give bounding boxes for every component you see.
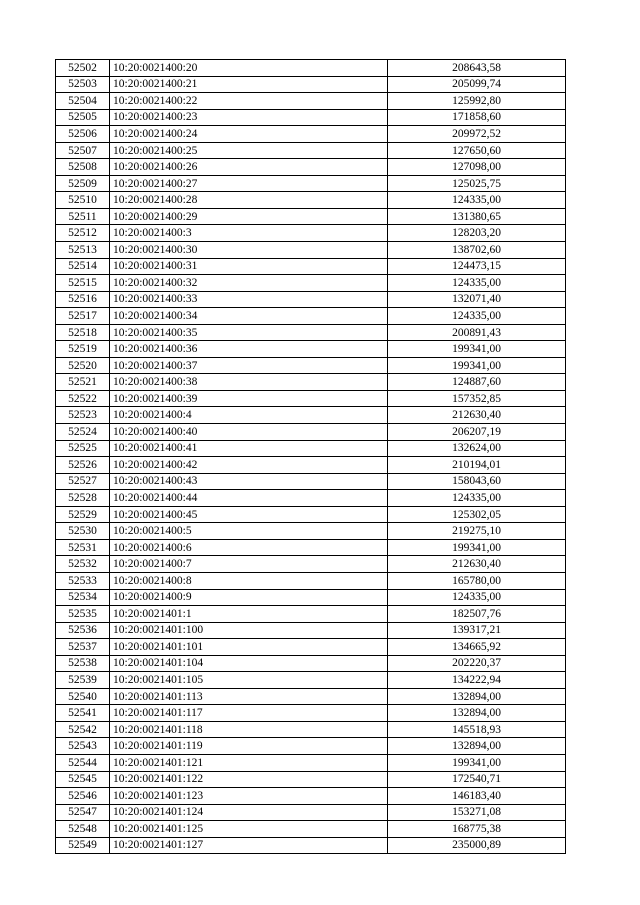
row-number-cell: 52518: [56, 324, 110, 341]
table-row: [56, 159, 566, 176]
row-number-cell: 52510: [56, 192, 110, 209]
row-number-cell: 52535: [56, 606, 110, 623]
cadastral-number-cell: 10:20:0021401:101: [110, 639, 388, 656]
cadastral-number-cell: 10:20:0021401:118: [110, 721, 388, 738]
table-row: [56, 457, 566, 474]
cadastral-number-cell: 10:20:0021401:122: [110, 771, 388, 788]
table-row: [56, 374, 566, 391]
cadastral-value-cell: 153271,08: [388, 804, 566, 821]
cadastral-value-cell: 171858,60: [388, 109, 566, 126]
table-row: [56, 473, 566, 490]
table-row: [56, 788, 566, 805]
table-row: [56, 258, 566, 275]
table-row: [56, 291, 566, 308]
cadastral-value-cell: 128203,20: [388, 225, 566, 242]
cadastral-value-cell: 208643,58: [388, 60, 566, 77]
table-row: [56, 754, 566, 771]
table-row: [56, 109, 566, 126]
cadastral-number-cell: 10:20:0021400:41: [110, 440, 388, 457]
cadastral-value-cell: 127650,60: [388, 142, 566, 159]
row-number-cell: 52532: [56, 556, 110, 573]
cadastral-number-cell: 10:20:0021401:119: [110, 738, 388, 755]
cadastral-number-cell: 10:20:0021401:121: [110, 754, 388, 771]
table-row: [56, 126, 566, 143]
cadastral-number-cell: 10:20:0021401:104: [110, 655, 388, 672]
cadastral-number-cell: 10:20:0021400:21: [110, 76, 388, 93]
row-number-cell: 52547: [56, 804, 110, 821]
table-row: [56, 556, 566, 573]
table-row: [56, 175, 566, 192]
cadastral-number-cell: 10:20:0021400:37: [110, 357, 388, 374]
row-number-cell: 52520: [56, 357, 110, 374]
table-row: [56, 705, 566, 722]
cadastral-value-cell: 125992,80: [388, 93, 566, 110]
row-number-cell: 52545: [56, 771, 110, 788]
table-body: [56, 60, 566, 854]
cadastral-value-cell: 209972,52: [388, 126, 566, 143]
cadastral-value-cell: 172540,71: [388, 771, 566, 788]
table-row: [56, 622, 566, 639]
cadastral-number-cell: 10:20:0021401:1: [110, 606, 388, 623]
row-number-cell: 52534: [56, 589, 110, 606]
cadastral-number-cell: 10:20:0021400:20: [110, 60, 388, 77]
cadastral-number-cell: 10:20:0021400:7: [110, 556, 388, 573]
row-number-cell: 52531: [56, 539, 110, 556]
cadastral-number-cell: 10:20:0021401:127: [110, 837, 388, 854]
cadastral-number-cell: 10:20:0021400:31: [110, 258, 388, 275]
row-number-cell: 52519: [56, 341, 110, 358]
cadastral-value-cell: 146183,40: [388, 788, 566, 805]
row-number-cell: 52506: [56, 126, 110, 143]
cadastral-number-cell: 10:20:0021401:113: [110, 688, 388, 705]
cadastral-number-cell: 10:20:0021400:26: [110, 159, 388, 176]
cadastral-value-cell: 210194,01: [388, 457, 566, 474]
table-row: [56, 142, 566, 159]
table-row: [56, 821, 566, 838]
row-number-cell: 52538: [56, 655, 110, 672]
table-row: [56, 490, 566, 507]
row-number-cell: 52540: [56, 688, 110, 705]
table-row: [56, 341, 566, 358]
cadastral-value-cell: 235000,89: [388, 837, 566, 854]
row-number-cell: 52526: [56, 457, 110, 474]
table-row: [56, 308, 566, 325]
cadastral-value-cell: 168775,38: [388, 821, 566, 838]
row-number-cell: 52517: [56, 308, 110, 325]
row-number-cell: 52542: [56, 721, 110, 738]
row-number-cell: 52516: [56, 291, 110, 308]
cadastral-number-cell: 10:20:0021400:42: [110, 457, 388, 474]
row-number-cell: 52536: [56, 622, 110, 639]
cadastral-number-cell: 10:20:0021400:24: [110, 126, 388, 143]
cadastral-value-cell: 124335,00: [388, 275, 566, 292]
row-number-cell: 52544: [56, 754, 110, 771]
row-number-cell: 52529: [56, 506, 110, 523]
cadastral-number-cell: 10:20:0021400:8: [110, 572, 388, 589]
table-row: [56, 539, 566, 556]
cadastral-value-cell: 124887,60: [388, 374, 566, 391]
table-row: [56, 721, 566, 738]
cadastral-value-cell: 124335,00: [388, 192, 566, 209]
cadastral-number-cell: 10:20:0021400:43: [110, 473, 388, 490]
row-number-cell: 52521: [56, 374, 110, 391]
row-number-cell: 52525: [56, 440, 110, 457]
cadastral-number-cell: 10:20:0021400:29: [110, 208, 388, 225]
cadastral-value-cell: 132071,40: [388, 291, 566, 308]
cadastral-value-cell: 158043,60: [388, 473, 566, 490]
table-row: [56, 672, 566, 689]
row-number-cell: 52528: [56, 490, 110, 507]
row-number-cell: 52513: [56, 242, 110, 259]
cadastral-number-cell: 10:20:0021400:27: [110, 175, 388, 192]
cadastral-number-cell: 10:20:0021400:33: [110, 291, 388, 308]
cadastral-value-cell: 138702,60: [388, 242, 566, 259]
cadastral-value-cell: 132894,00: [388, 688, 566, 705]
table-row: [56, 589, 566, 606]
cadastral-number-cell: 10:20:0021400:45: [110, 506, 388, 523]
table-row: [56, 192, 566, 209]
row-number-cell: 52549: [56, 837, 110, 854]
cadastral-value-cell: 206207,19: [388, 424, 566, 441]
cadastral-number-cell: 10:20:0021400:5: [110, 523, 388, 540]
table-row: [56, 837, 566, 854]
row-number-cell: 52539: [56, 672, 110, 689]
cadastral-number-cell: 10:20:0021401:117: [110, 705, 388, 722]
cadastral-number-cell: 10:20:0021400:40: [110, 424, 388, 441]
cadastral-value-cell: 165780,00: [388, 572, 566, 589]
cadastral-value-cell: 125025,75: [388, 175, 566, 192]
cadastral-value-cell: 124335,00: [388, 308, 566, 325]
cadastral-value-cell: 205099,74: [388, 76, 566, 93]
cadastral-value-cell: 131380,65: [388, 208, 566, 225]
row-number-cell: 52505: [56, 109, 110, 126]
row-number-cell: 52543: [56, 738, 110, 755]
row-number-cell: 52530: [56, 523, 110, 540]
cadastral-value-cell: 199341,00: [388, 341, 566, 358]
row-number-cell: 52509: [56, 175, 110, 192]
cadastral-number-cell: 10:20:0021401:100: [110, 622, 388, 639]
table-row: [56, 225, 566, 242]
cadastral-value-cell: 134665,92: [388, 639, 566, 656]
cadastral-value-cell: 199341,00: [388, 754, 566, 771]
table-row: [56, 407, 566, 424]
cadastral-number-cell: 10:20:0021400:9: [110, 589, 388, 606]
cadastral-value-cell: 202220,37: [388, 655, 566, 672]
cadastral-number-cell: 10:20:0021400:35: [110, 324, 388, 341]
cadastral-number-cell: 10:20:0021400:3: [110, 225, 388, 242]
cadastral-number-cell: 10:20:0021401:123: [110, 788, 388, 805]
table-row: [56, 440, 566, 457]
row-number-cell: 52507: [56, 142, 110, 159]
row-number-cell: 52537: [56, 639, 110, 656]
row-number-cell: 52523: [56, 407, 110, 424]
cadastral-number-cell: 10:20:0021400:39: [110, 390, 388, 407]
cadastral-value-cell: 182507,76: [388, 606, 566, 623]
table-row: [56, 639, 566, 656]
table-row: [56, 572, 566, 589]
cadastral-number-cell: 10:20:0021400:25: [110, 142, 388, 159]
cadastral-value-cell: 134222,94: [388, 672, 566, 689]
cadastral-number-cell: 10:20:0021400:38: [110, 374, 388, 391]
cadastral-number-cell: 10:20:0021400:36: [110, 341, 388, 358]
row-number-cell: 52533: [56, 572, 110, 589]
cadastral-value-cell: 199341,00: [388, 357, 566, 374]
table-row: [56, 523, 566, 540]
row-number-cell: 52508: [56, 159, 110, 176]
table-row: [56, 771, 566, 788]
cadastral-number-cell: 10:20:0021400:23: [110, 109, 388, 126]
table-row: [56, 60, 566, 77]
table-row: [56, 242, 566, 259]
cadastral-number-cell: 10:20:0021400:32: [110, 275, 388, 292]
table-row: [56, 275, 566, 292]
table-row: [56, 93, 566, 110]
cadastral-value-cell: 145518,93: [388, 721, 566, 738]
cadastral-number-cell: 10:20:0021400:34: [110, 308, 388, 325]
row-number-cell: 52524: [56, 424, 110, 441]
cadastral-value-cell: 199341,00: [388, 539, 566, 556]
cadastral-value-cell: 212630,40: [388, 556, 566, 573]
cadastral-value-table: [55, 59, 566, 854]
cadastral-value-cell: 200891,43: [388, 324, 566, 341]
table-row: [56, 324, 566, 341]
row-number-cell: 52512: [56, 225, 110, 242]
row-number-cell: 52546: [56, 788, 110, 805]
cadastral-number-cell: 10:20:0021401:105: [110, 672, 388, 689]
cadastral-value-cell: 139317,21: [388, 622, 566, 639]
table-row: [56, 357, 566, 374]
row-number-cell: 52541: [56, 705, 110, 722]
table-row: [56, 655, 566, 672]
cadastral-number-cell: 10:20:0021401:124: [110, 804, 388, 821]
row-number-cell: 52514: [56, 258, 110, 275]
row-number-cell: 52527: [56, 473, 110, 490]
table-row: [56, 606, 566, 623]
cadastral-number-cell: 10:20:0021400:44: [110, 490, 388, 507]
table-row: [56, 506, 566, 523]
table-row: [56, 76, 566, 93]
cadastral-number-cell: 10:20:0021400:28: [110, 192, 388, 209]
table-row: [56, 390, 566, 407]
cadastral-value-cell: 124335,00: [388, 490, 566, 507]
row-number-cell: 52504: [56, 93, 110, 110]
cadastral-value-cell: 219275,10: [388, 523, 566, 540]
cadastral-value-cell: 212630,40: [388, 407, 566, 424]
cadastral-number-cell: 10:20:0021400:4: [110, 407, 388, 424]
cadastral-number-cell: 10:20:0021400:30: [110, 242, 388, 259]
cadastral-value-cell: 132624,00: [388, 440, 566, 457]
cadastral-value-cell: 125302,05: [388, 506, 566, 523]
cadastral-value-cell: 132894,00: [388, 738, 566, 755]
row-number-cell: 52515: [56, 275, 110, 292]
row-number-cell: 52511: [56, 208, 110, 225]
cadastral-number-cell: 10:20:0021401:125: [110, 821, 388, 838]
cadastral-value-cell: 157352,85: [388, 390, 566, 407]
cadastral-value-cell: 132894,00: [388, 705, 566, 722]
table-row: [56, 804, 566, 821]
row-number-cell: 52522: [56, 390, 110, 407]
table-row: [56, 208, 566, 225]
row-number-cell: 52548: [56, 821, 110, 838]
table-row: [56, 688, 566, 705]
cadastral-value-cell: 124335,00: [388, 589, 566, 606]
cadastral-number-cell: 10:20:0021400:6: [110, 539, 388, 556]
row-number-cell: 52502: [56, 60, 110, 77]
table-row: [56, 424, 566, 441]
cadastral-number-cell: 10:20:0021400:22: [110, 93, 388, 110]
table-row: [56, 738, 566, 755]
cadastral-value-cell: 127098,00: [388, 159, 566, 176]
row-number-cell: 52503: [56, 76, 110, 93]
cadastral-value-cell: 124473,15: [388, 258, 566, 275]
